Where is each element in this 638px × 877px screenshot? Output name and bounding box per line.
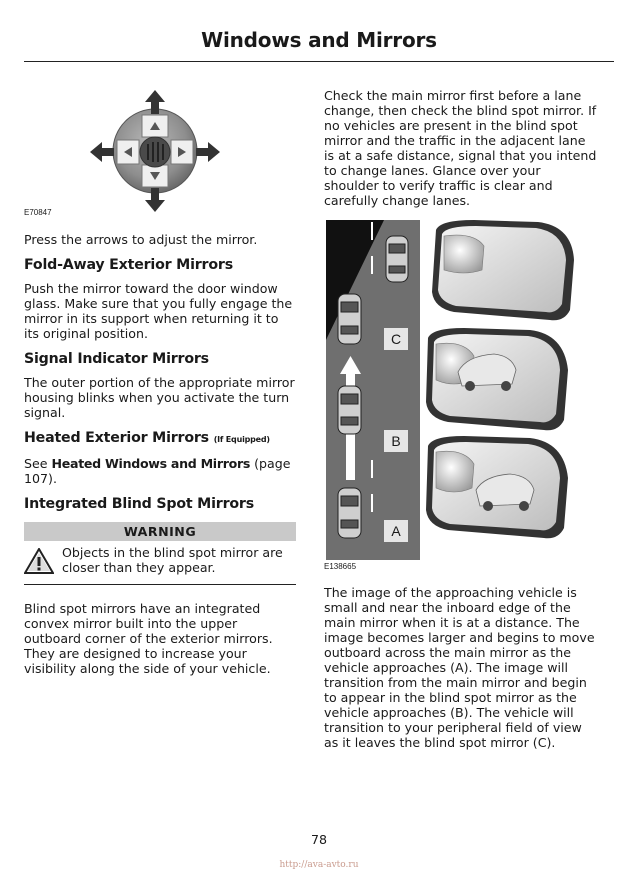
arrow-right-icon <box>196 142 220 162</box>
section-body-blindspot: Blind spot mirrors have an integrated convex mirror built into the upper outboard corner of the exterior mirrors. They are designed to increase your visibility along the side of your vehicle. <box>24 601 273 676</box>
blind-spot-illustration <box>324 220 598 560</box>
figure-label-c: C <box>390 331 402 347</box>
mirror-control-figure <box>24 88 296 218</box>
figure-code-2: E138665 <box>324 562 357 571</box>
warning-box <box>24 522 296 585</box>
figure-caption: Press the arrows to adjust the mirror. <box>24 232 258 247</box>
vehicle-b <box>338 386 361 434</box>
intro-paragraph: Check the main mirror first before a lane change, then check the blind spot mirror. If no vehicles are present in the blind spot mirror and the traffic in the adjacent lane is at a safe distance, signal that you intend to change lanes. Glance over your shoulder to verify traffic is clear and carefully change lanes. <box>324 88 597 208</box>
closing-paragraph: The image of the approaching vehicle is small and near the inboard edge of the main mirror when it is at a distance. The image becomes larger and begins to move outboard across the main mirror as the vehicle approaches (A). The image will transition from the main mirror and begin to appear in the blind spot mirror as the vehicle approaches (B). The vehicle will transition to your peripheral field of view as it leaves the blind spot mirror (C). <box>324 585 595 750</box>
mirror-a <box>426 436 568 538</box>
heated-heading-text: Heated Exterior Mirrors <box>24 430 209 446</box>
header-rule <box>24 61 614 62</box>
mirror-c <box>432 220 574 320</box>
figure-code: E70847 <box>24 208 52 217</box>
mirror-b <box>426 328 568 430</box>
mirror-control-illustration <box>24 88 296 218</box>
page-reference: (page 107). <box>24 456 291 486</box>
arrow-left-icon <box>90 142 114 162</box>
if-equipped-qualifier: (If Equipped) <box>213 435 270 444</box>
warning-rule <box>24 584 296 585</box>
figure-label-b: B <box>391 433 401 449</box>
vehicle-a <box>338 488 361 538</box>
warning-triangle-icon <box>24 548 54 578</box>
section-body-signal: The outer portion of the appropriate mirror housing blinks when you activate the turn signal. <box>24 375 295 420</box>
page-title: Windows and Mirrors <box>201 28 437 52</box>
figure-label-a: A <box>391 523 401 539</box>
watermark: http://ava-avto.ru <box>279 860 359 870</box>
blind-spot-figure <box>324 220 598 570</box>
vehicle-top <box>386 236 408 282</box>
right-column <box>324 88 598 750</box>
see-text: See <box>24 456 48 471</box>
vehicle-c <box>338 294 361 344</box>
left-column <box>24 88 296 676</box>
warning-content <box>24 541 296 584</box>
section-heading-signal: Signal Indicator Mirrors <box>24 351 209 367</box>
section-heading-foldaway: Fold-Away Exterior Mirrors <box>24 257 233 273</box>
section-body-foldaway: Push the mirror toward the door window glass. Make sure that you fully engage the mirror in its support when returning it to its original position. <box>24 281 293 341</box>
section-heading-blindspot: Integrated Blind Spot Mirrors <box>24 496 254 512</box>
cross-reference-link[interactable]: Heated Windows and Mirrors <box>51 456 251 471</box>
section-body-heated <box>24 456 296 486</box>
warning-title: WARNING <box>24 522 296 541</box>
warning-text: Objects in the blind spot mirror are closer than they appear. <box>62 545 283 575</box>
section-heading-heated <box>24 429 296 449</box>
page-number: 78 <box>310 832 328 847</box>
